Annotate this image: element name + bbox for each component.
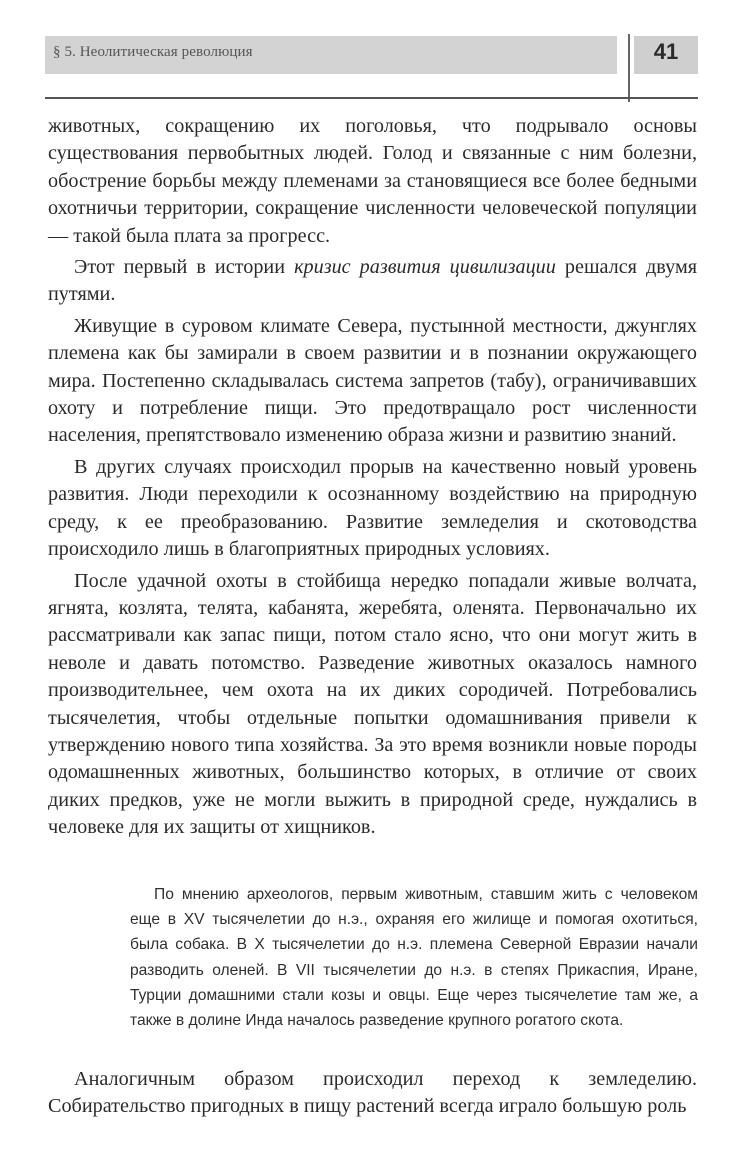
- paragraph-1: животных, сокращению их поголовья, что подрывало основы существования первобытных людей. Голод и связанные с ним болезни, обострение борьбы между племенами за становящиеся все более бедными охотничьи территории, сокращение численности человеческой популяции — такой была плата за прогресс.: [48, 115, 697, 247]
- paragraph-2: [48, 254, 697, 309]
- italic-term: кризис развития цивилизации: [294, 256, 556, 279]
- paragraph-2-start: Этот первый в истории: [74, 256, 295, 279]
- side-note: По мнению археологов, первым животным, ставшим жить с человеком еще в XV тысячелетии до н.э., охраняя его жилище и помогая охотиться, была собака. В X тысячелетии до н.э. племена Северной Евразии начали разводить оленей. В VII тысячелетии до н.э. в степях Прикаспия, Иране, Турции домашними стали козы и овцы. Еще через тысячелетие там же, а также в долине Инда началось разведение крупного рогатого скота.: [130, 886, 698, 1030]
- header-divider: [628, 34, 630, 102]
- main-text: [48, 113, 697, 846]
- section-title: § 5. Неолитическая революция: [53, 44, 253, 60]
- page-number: 41: [653, 39, 679, 64]
- paragraph-3: Живущие в суровом климате Севера, пустынной местности, джунглях племена как бы замирали в своем развитии и в познании окружающего мира. Постепенно складывалась система запретов (табу), ограничивавших охоту и потребление пищи. Это предотвращало рост численности населения, препятствовало изменению образа жизни и развитию знаний.: [48, 314, 697, 447]
- paragraph-5: После удачной охоты в стойбища нередко попадали живые волчата, ягнята, козлята, телята, кабанята, жеребята, оленята. Первоначально их рассматривали как запас пищи, потом стало ясно, что они могут жить в неволе и давать потомство. Разведение животных оказалось намного производительнее, чем охота на их диких сородичей. Потребовались тысячелетия, чтобы отдельные попытки одомашнивания привели к утверждению нового типа хозяйства. За это время возникли новые породы одомашненных животных, большинство которых, в отличие от своих диких предков, уже не могли выжить в природной среде, нуждались в человеке для их защиты от хищников.: [48, 569, 697, 839]
- paragraph-6: Аналогичным образом происходил переход к земледелию. Собирательство пригодных в пищу растений всегда играло большую роль: [48, 1068, 697, 1118]
- paragraph-4: В других случаях происходил прорыв на качественно новый уровень развития. Люди переходили к осознанному воздействию на природную среду, к ее преобразованию. Развитие земледелия и скотоводства происходило лишь в благоприятных природных условиях.: [48, 455, 697, 561]
- paragraph-2-end: решался двумя путями.: [48, 256, 697, 306]
- header-rule: [45, 97, 698, 99]
